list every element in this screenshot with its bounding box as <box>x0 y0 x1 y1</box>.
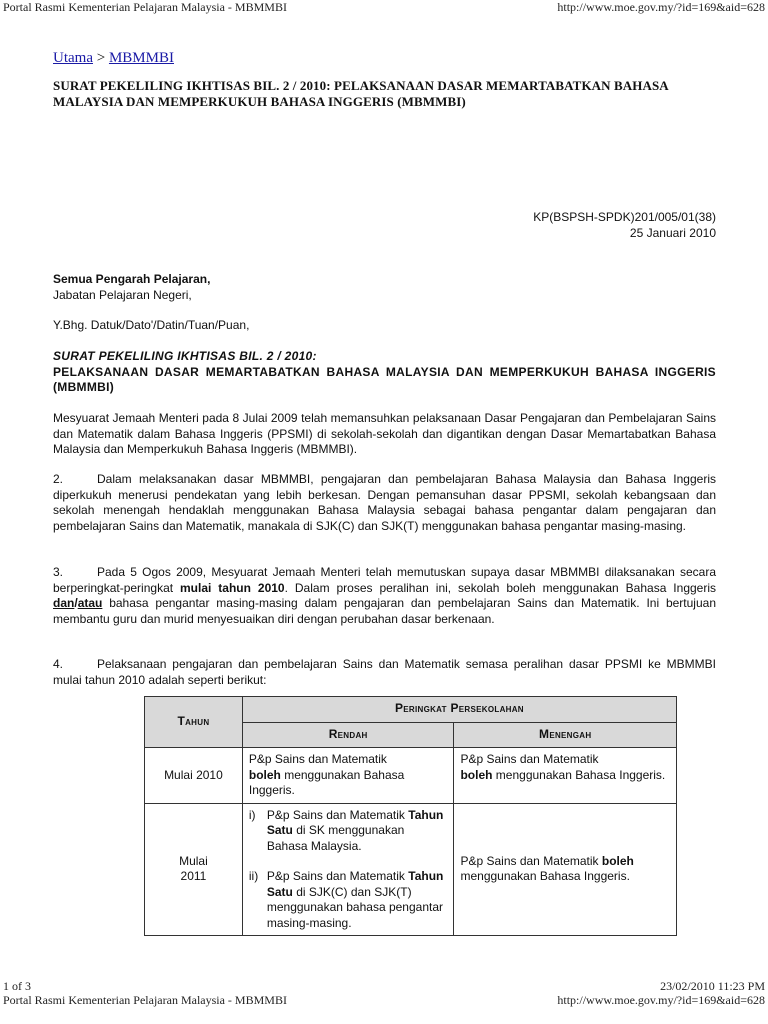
reference-date: 25 Januari 2010 <box>629 225 716 240</box>
breadcrumb <box>53 50 174 67</box>
list-item-2-text-a: P&p Sains dan Matematik <box>266 869 409 883</box>
paragraph-3-number: 3. <box>53 565 64 579</box>
row-1-menengah-text-c: menggunakan Bahasa Inggeris. <box>492 767 666 782</box>
page-title <box>53 78 693 110</box>
row-2-menengah <box>454 803 677 936</box>
row-1-rendah-text-a: P&p Sains dan Matematik <box>248 752 387 766</box>
table-row <box>145 803 677 936</box>
print-footer-page <box>3 979 765 994</box>
list-item-2-text <box>267 869 448 931</box>
row-1-menengah-emphasis: boleh <box>460 767 493 782</box>
list-item-1-label: i) <box>248 807 256 822</box>
paragraph-2 <box>53 472 716 534</box>
list-item-2-label: ii) <box>248 869 259 883</box>
header-menengah <box>454 722 677 748</box>
row-1-rendah <box>242 748 454 804</box>
paragraph-3-emphasis-atau: atau <box>77 596 103 610</box>
paragraph-2-number: 2. <box>53 472 64 486</box>
paragraph-3 <box>53 565 716 627</box>
header-peringkat-label: Peringkat Persekolahan <box>394 701 524 715</box>
table-header-row <box>145 697 677 723</box>
header-rendah-label: Rendah <box>328 726 368 741</box>
row-2-menengah-text-c: menggunakan Bahasa Inggeris. <box>460 869 630 884</box>
paragraph-2-text: Dalam melaksanakan dasar MBMMBI, pengajaran dan pembelajaran Bahasa Malaysia dan Bahasa Inggeris diperkukuh menerusi pendekatan yang lebih berkesan. Dengan pemansuhan dasar PPSMI, sekolah kebangsaan dan sekolah menengah hendaklah menggunakan Bahasa Malaysia sebagai bahasa pengantar dalam pengajaran dan pembelajaran Sains dan Matematik, manakala di SJK(C) dan SJK(T) menggunakan bahasa pengantar masing-masing. <box>53 472 716 533</box>
footer-title: Portal Rasmi Kementerian Pelajaran Malaysia - MBMMBI <box>3 993 287 1007</box>
paragraph-4-text: Pelaksanaan pengajaran dan pembelajaran Sains dan Matematik semasa peralihan dasar PPSMI ke MBMMBI mulai tahun 2010 adalah seperti berikut: <box>53 657 716 687</box>
row-2-year-text: Mulai 2011 <box>179 853 208 884</box>
reference-block <box>533 210 716 241</box>
subject-line-2: PELAKSANAAN DASAR MEMARTABATKAN BAHASA MALAYSIA DAN MEMPERKUKUH BAHASA INGGERIS (MBMMBI) <box>53 364 716 394</box>
paragraph-3-emphasis-mulai: mulai tahun 2010 <box>180 580 285 595</box>
row-1-year: Mulai 2010 <box>145 748 243 804</box>
salutation: Y.Bhg. Datuk/Dato'/Datin/Tuan/Puan, <box>53 318 250 332</box>
row-1-rendah-text-c: menggunakan Bahasa Inggeris. <box>248 767 405 797</box>
reference-number: KP(BSPSH-SPDK)201/005/01(38) <box>533 210 716 224</box>
list-item-2-text-c: di SJK(C) dan SJK(T) menggunakan bahasa pengantar masing-masing. <box>266 884 444 930</box>
header-rendah <box>242 722 454 748</box>
print-footer <box>3 993 765 1008</box>
paragraph-3-text-g: bahasa pengantar masing-masing dalam pengajaran dan pembelajaran Sains dan Matematik. Ini bertujuan membantu guru dan murid menyesuaikan diri dengan perubahan dasar berkenaan. <box>53 596 716 626</box>
breadcrumb-home-link[interactable]: Utama <box>53 50 93 66</box>
row-1-menengah <box>454 748 677 804</box>
page-title-line-2: MALAYSIA DAN MEMPERKUKUH BAHASA INGGERIS (MBMMBI) <box>53 94 466 109</box>
paragraph-3-slash: / <box>74 596 78 610</box>
print-header-url: http://www.moe.gov.my/?id=169&aid=628 <box>557 0 765 14</box>
header-menengah-label: Menengah <box>539 726 592 741</box>
row-2-menengah-emphasis: boleh <box>601 853 634 868</box>
list-item <box>249 808 448 855</box>
header-tahun-label: Tahun <box>177 713 210 728</box>
subject-line-1: SURAT PEKELILING IKHTISAS BIL. 2 / 2010: <box>53 349 317 363</box>
row-1-rendah-emphasis: boleh <box>248 767 281 782</box>
footer-page-count: 1 of 3 <box>3 979 31 993</box>
breadcrumb-current-link[interactable]: MBMMBI <box>108 50 174 66</box>
list-item-1-text-c: di SK menggunakan Bahasa Malaysia. <box>266 823 405 853</box>
list-item <box>249 869 448 931</box>
list-item-1-emphasis: Tahun Satu <box>266 807 444 837</box>
paragraph-3-emphasis-dan: dan <box>53 596 75 610</box>
list-item-1-text-a: P&p Sains dan Matematik <box>266 807 409 822</box>
address-block <box>53 272 716 303</box>
page-title-line-1: SURAT PEKELILING IKHTISAS BIL. 2 / 2010: PELAKSANAAN DASAR MEMARTABATKAN BAHASA <box>53 78 669 93</box>
address-recipient: Semua Pengarah Pelajaran, <box>53 272 211 286</box>
breadcrumb-separator: > <box>96 50 106 66</box>
paragraph-1: Mesyuarat Jemaah Menteri pada 8 Julai 2009 telah memansuhkan pelaksanaan Dasar Pengajaran dan Pembelajaran Sains dan Matematik dalam Bahasa Inggeris (PPSMI) di sekolah-sekolah dan digantikan dengan Dasar Memartabatkan Bahasa Malaysia dan Memperkukuh Bahasa Inggeris (MBMMBI). <box>53 411 716 456</box>
header-tahun <box>145 697 243 748</box>
address-department: Jabatan Pelajaran Negeri, <box>53 287 192 302</box>
header-peringkat <box>242 697 676 723</box>
paragraph-3-text-a: Pada 5 Ogos 2009, Mesyuarat Jemaah Menteri telah memutuskan supaya dasar MBMMBI dilaksanakan secara berperingkat-peringkat <box>53 565 716 595</box>
footer-url: http://www.moe.gov.my/?id=169&aid=628 <box>557 993 765 1007</box>
paragraph-4-number: 4. <box>53 657 64 671</box>
footer-datetime: 23/02/2010 11:23 PM <box>660 979 765 993</box>
print-header-title: Portal Rasmi Kementerian Pelajaran Malaysia - MBMMBI <box>3 0 287 14</box>
paragraph-4 <box>53 657 716 688</box>
table-row <box>145 748 677 804</box>
list-item-2-emphasis: Tahun Satu <box>266 869 444 899</box>
transition-table <box>144 696 677 936</box>
print-header <box>3 0 765 15</box>
row-1-menengah-text-a: P&p Sains dan Matematik <box>460 752 599 766</box>
list-item-1-text <box>267 808 448 855</box>
row-2-rendah <box>242 803 454 936</box>
subject-block <box>53 349 716 396</box>
row-2-menengah-text-a: P&p Sains dan Matematik <box>460 853 602 868</box>
row-2-year <box>145 803 243 936</box>
paragraph-3-text-c: . Dalam proses peralihan ini, sekolah boleh menggunakan Bahasa Inggeris <box>284 580 717 595</box>
